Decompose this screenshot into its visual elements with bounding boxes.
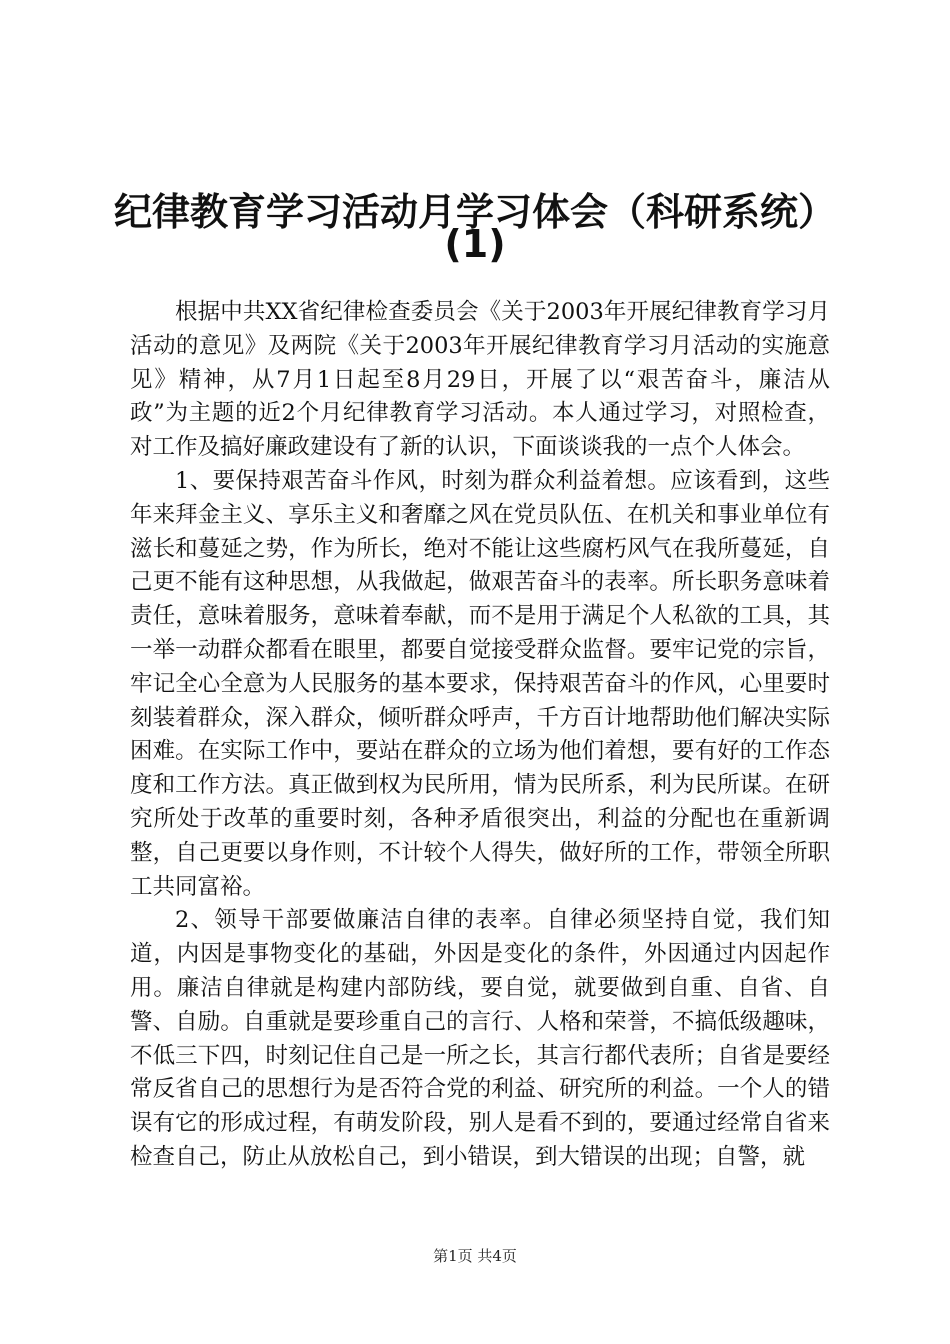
document-title-suffix: (1) bbox=[444, 222, 506, 266]
document-body bbox=[130, 296, 830, 1175]
document-title: 纪律教育学习活动月学习体会（科研系统） bbox=[113, 190, 836, 234]
paragraph-intro: 根据中共XX省纪律检查委员会《关于2003年开展纪律教育学习月活动的意见》及两院《关于2003年开展纪律教育学习月活动的实施意见》精神，从7月1日起至8月29日，开展了以“艰苦奋斗，廉洁从政”为主题的近2个月纪律教育学习活动。本人通过学习，对照检查，对工作及搞好廉政建设有了新的认识，下面谈谈我的一点个人体会。 bbox=[130, 299, 830, 461]
paragraph-point-2: 2、领导干部要做廉洁自律的表率。自律必须坚持自觉，我们知道，内因是事物变化的基础，外因是变化的条件，外因通过内因起作用。廉洁自律就是构建内部防线，要自觉，就要做到自重、自省、自警、自励。自重就是要珍重自己的言行、人格和荣誉，不搞低级趣味，不低三下四，时刻记住自己是一所之长，其言行都代表所；自省是要经常反省自己的思想行为是否符合党的利益、研究所的利益。一个人的错误有它的形成过程，有萌发阶段，别人是看不到的，要通过经常自省来检查自己，防止从放松自己，到小错误，到大错误的出现；自警，就 bbox=[130, 907, 830, 1170]
page-footer: 第1页 共4页 bbox=[433, 1247, 517, 1265]
paragraph-point-1: 1、要保持艰苦奋斗作风，时刻为群众利益着想。应该看到，这些年来拜金主义、享乐主义和奢靡之风在党员队伍、在机关和事业单位有滋长和蔓延之势，作为所长，绝对不能让这些腐朽风气在我所蔓延，自己更不能有这种思想，从我做起，做艰苦奋斗的表率。所长职务意味着责任，意味着服务，意味着奉献，而不是用于满足个人私欲的工具，其一举一动群众都看在眼里，都要自觉接受群众监督。要牢记党的宗旨，牢记全心全意为人民服务的基本要求，保持艰苦奋斗的作风，心里要时刻装着群众，深入群众，倾听群众呼声，千方百计地帮助他们解决实际困难。在实际工作中，要站在群众的立场为他们着想，要有好的工作态度和工作方法。真正做到权为民所用，情为民所系，利为民所谋。在研究所处于改革的重要时刻，各种矛盾很突出，利益的分配也在重新调整，自己更要以身作则，不计较个人得失，做好所的工作，带领全所职工共同富裕。 bbox=[130, 467, 830, 900]
